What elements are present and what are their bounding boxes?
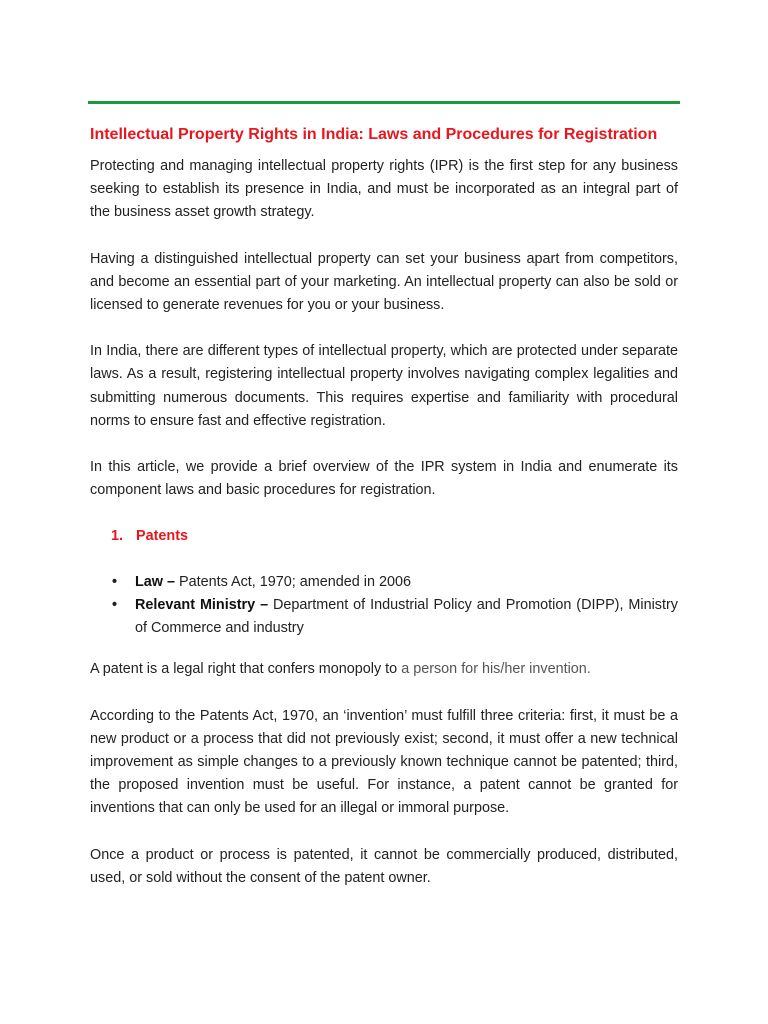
bullet-icon: • <box>112 574 118 591</box>
patent-criteria-paragraph: According to the Patents Act, 1970, an ‘invention’ must fulfill three criteria: first, it must be a new product or a process that did not previously exist; second, it must offer a new technical improvement as simple changes to a previously known technique cannot be patented; third, the proposed invention must be useful. For instance, a patent cannot be granted for inventions that can only be used for an illegal or immoral purpose. <box>90 707 678 817</box>
list-item-ministry <box>90 594 678 640</box>
list-item-label: Relevant Ministry – <box>135 597 269 614</box>
document-body <box>90 124 678 890</box>
intro-paragraph-1: Protecting and managing intellectual property rights (IPR) is the first step for any business seeking to establish its presence in India, and must be incorporated as an integral part of the business asset growth strategy. <box>90 158 678 221</box>
patent-facts-list <box>90 571 678 640</box>
intro-paragraph-4: In this article, we provide a brief overview of the IPR system in India and enumerate its component laws and basic procedures for registration. <box>90 459 678 499</box>
list-item-law <box>90 571 678 594</box>
intro-paragraph-2: Having a distinguished intellectual property can set your business apart from competitors, and become an essential part of your marketing. An intellectual property can also be sold or licensed to generate revenues for you or your business. <box>90 250 678 314</box>
patent-definition <box>90 658 678 681</box>
patent-definition-lead: A patent is a legal right that confers monopoly to <box>90 661 402 678</box>
section-title: Patents <box>136 528 188 545</box>
list-item-text: Department of Industrial Policy and Promotion (DIPP), Ministry of Commerce and industry <box>135 597 678 637</box>
patent-definition-tail: a person for his/her invention. <box>401 661 591 678</box>
document-title: Intellectual Property Rights in India: Laws and Procedures for Registration <box>90 126 658 143</box>
intro-paragraph-3: In India, there are different types of intellectual property, which are protected under separate laws. As a result, registering intellectual property involves navigating complex legalities and submitting numerous documents. This requires expertise and familiarity with procedural norms to ensure fast and effective registration. <box>90 343 678 429</box>
bullet-icon: • <box>112 597 118 614</box>
section-number: 1. <box>111 528 124 545</box>
list-item-text: Patents Act, 1970; amended in 2006 <box>175 574 412 591</box>
top-divider <box>88 101 680 104</box>
section-heading-patents <box>90 525 678 548</box>
list-item-label: Law – <box>135 574 175 591</box>
patent-consent-paragraph: Once a product or process is patented, it cannot be commercially produced, distributed, used, or sold without the consent of the patent owner. <box>90 846 678 886</box>
